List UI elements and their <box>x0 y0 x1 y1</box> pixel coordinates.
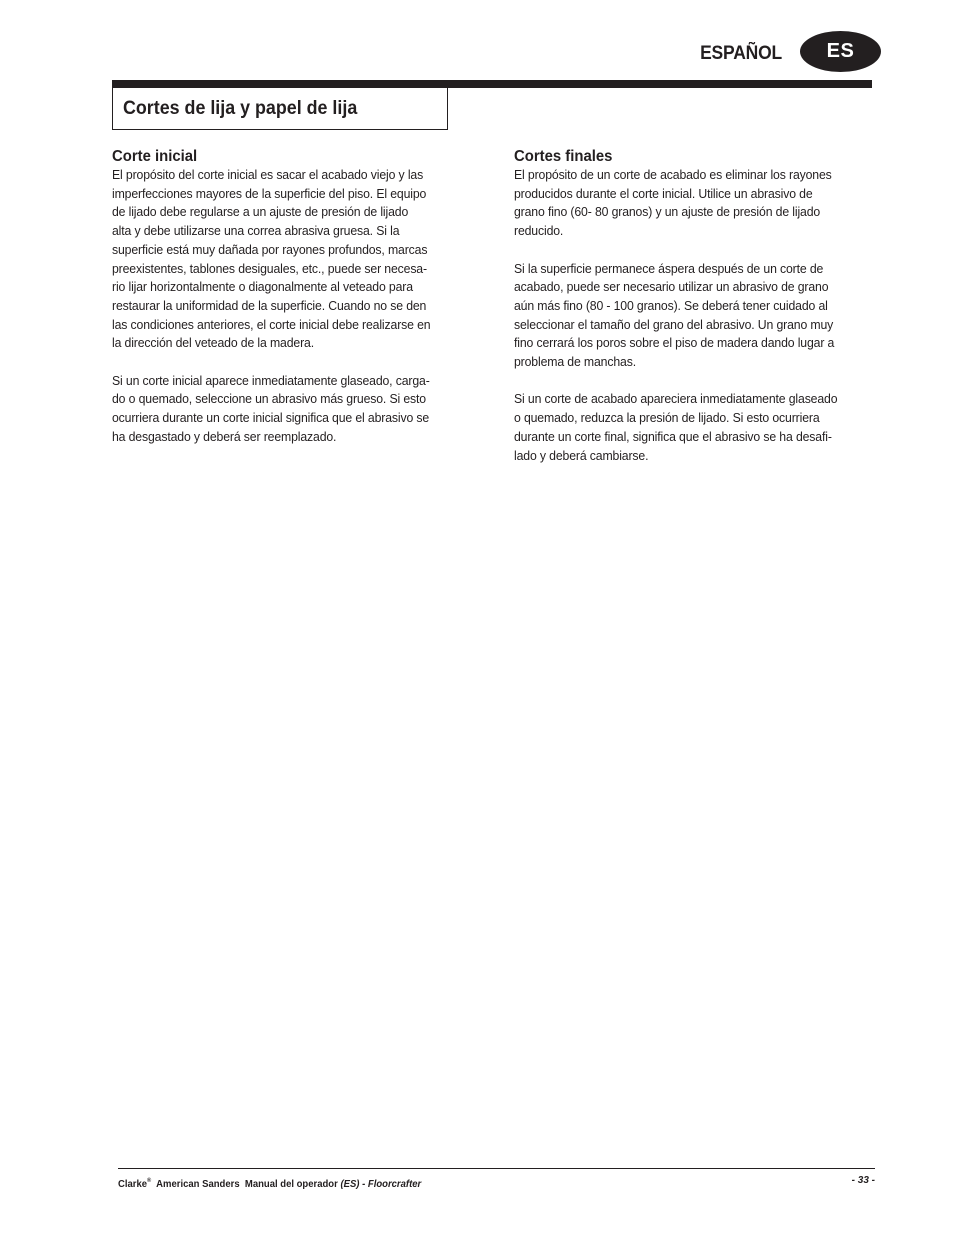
text-line: reducido. <box>514 223 564 239</box>
text-line: grano fino (60- 80 granos) y un ajuste de presión de lijado <box>514 204 821 220</box>
header-rule <box>112 80 872 88</box>
footer-edition: (ES) - Floorcrafter <box>340 1179 422 1190</box>
text-line: do o quemado, seleccione un abrasivo más grueso. Si esto <box>112 391 426 407</box>
text-line: alta y debe utilizarse una correa abrasiva gruesa. Si la <box>112 223 400 239</box>
text-line: Si la superficie permanece áspera después de un corte de <box>514 260 824 276</box>
paragraph <box>112 372 458 447</box>
text-line: ha desgastado y deberá ser reemplazado. <box>112 428 337 444</box>
text-line: restaurar la uniformidad de la superficie. Cuando no se den <box>112 297 427 313</box>
text-line: preexistentes, tablones desiguales, etc., puede ser necesa- <box>112 260 427 276</box>
text-line: El propósito del corte inicial es sacar el acabado viejo y las <box>112 167 424 182</box>
right-column <box>514 147 866 484</box>
paragraph <box>514 390 866 465</box>
footer-company: American Sanders <box>156 1179 240 1190</box>
text-line: rio lijar horizontalmente o diagonalmente al veteado para <box>112 279 413 295</box>
paragraph <box>112 166 458 353</box>
section-title: Cortes de lija y papel de lija <box>123 98 358 119</box>
text-line: la dirección del veteado de la madera. <box>112 335 314 351</box>
page-number: - 33 - <box>851 1175 875 1186</box>
text-line: seleccionar el tamaño del grano del abrasivo. Un grano muy <box>514 316 834 332</box>
text-line: imperfecciones mayores de la superficie del piso. El equipo <box>112 185 427 201</box>
text-line: superficie está muy dañada por rayones profundos, marcas <box>112 241 428 257</box>
text-line: acabado, puede ser necesario utilizar un abrasivo de grano <box>514 279 829 295</box>
language-label: ESPAÑOL <box>700 43 782 64</box>
text-line: El propósito de un corte de acabado es eliminar los rayones <box>514 167 832 182</box>
text-line: Si un corte inicial aparece inmediatamente glaseado, carga- <box>112 372 430 388</box>
right-column-heading: Cortes finales <box>514 148 613 165</box>
footer-manual-info <box>118 1174 421 1192</box>
left-column <box>112 147 458 465</box>
footer-brand: Clarke <box>118 1179 148 1190</box>
text-line: producidos durante el corte inicial. Utilice un abrasivo de <box>514 185 813 201</box>
text-line: Si un corte de acabado apareciera inmediatamente glaseado <box>514 391 838 407</box>
text-line: fino cerrará los poros sobre el piso de madera dando lugar a <box>514 335 835 351</box>
paragraph <box>514 260 866 372</box>
text-line: las condiciones anteriores, el corte inicial debe realizarse en <box>112 316 431 332</box>
text-line: lado y deberá cambiarse. <box>514 447 649 463</box>
footer-rule <box>118 1168 875 1169</box>
registered-mark: ® <box>147 1178 152 1184</box>
text-line: aún más fino (80 - 100 granos). Se deberá tener cuidado al <box>514 297 828 313</box>
language-code-badge: ES <box>800 31 881 72</box>
text-line: o quemado, reduzca la presión de lijado. Si esto ocurriera <box>514 410 820 426</box>
section-title-box <box>112 88 448 130</box>
text-line: de lijado debe regularse a un ajuste de presión de lijado <box>112 204 409 220</box>
footer-manual: Manual del operador <box>244 1179 338 1190</box>
text-line: ocurriera durante un corte inicial significa que el abrasivo se <box>112 410 430 426</box>
text-line: problema de manchas. <box>514 354 636 370</box>
left-column-heading: Corte inicial <box>112 148 198 165</box>
paragraph <box>514 166 866 241</box>
text-line: durante un corte final, significa que el abrasivo se ha desafi- <box>514 428 832 444</box>
